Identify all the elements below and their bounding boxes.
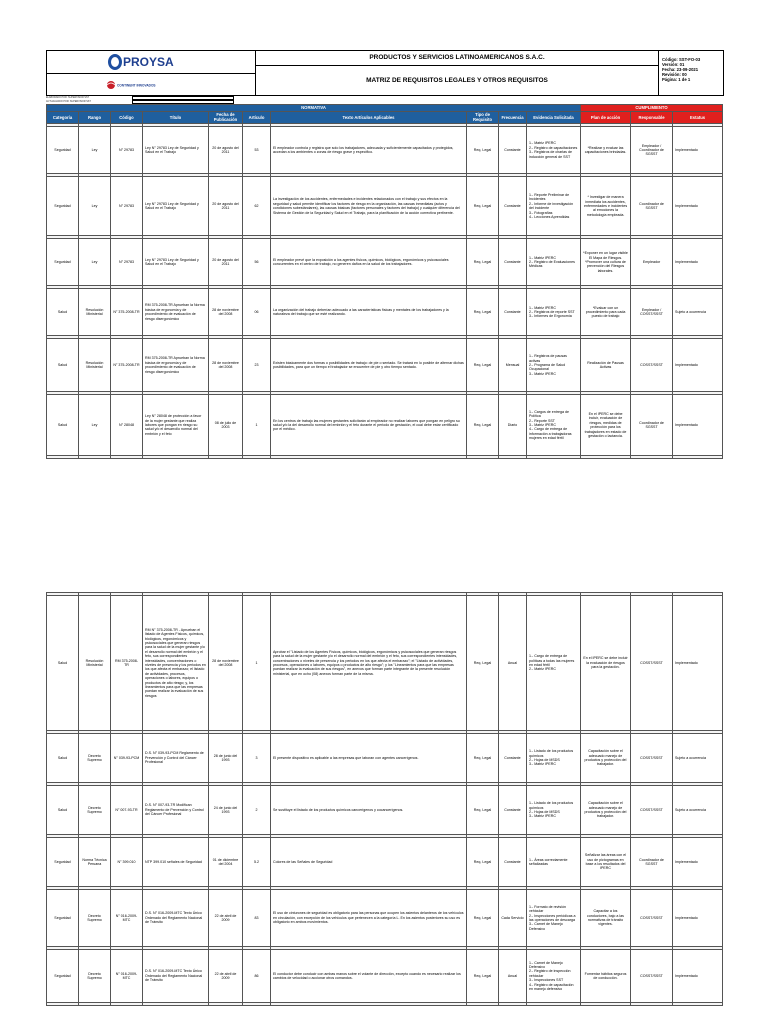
- cell-fecha: 22 de abril de 2009: [209, 950, 243, 1003]
- cell-tipo: Req. Legal: [467, 127, 499, 174]
- cell-resp: Coordinador de SGSST: [631, 395, 673, 456]
- cell-codigo: N° 016-2009-MTC: [111, 890, 143, 947]
- table-row: [47, 395, 723, 456]
- column-header: Código: [111, 112, 143, 124]
- cell-codigo: N° 016-2009-MTC: [111, 950, 143, 1003]
- cell-rango: Norma Técnica Peruana: [79, 838, 111, 887]
- cell-estatus: Sujeto a ocurrencia: [673, 289, 723, 336]
- group-normativa: NORMATIVA: [47, 105, 581, 112]
- cell-texto: El uso de cinturones de seguridad es obligatorio para las personas que ocupen los asientos delanteros de los vehículos en circulación, con excepción de los vehículos que pertenecen a la categoría L. En los asientos posteriores su uso es obligatorio en ambos movimientos.: [271, 890, 467, 947]
- cell-titulo: Ley N° 28048 de protección a favor de la mujer gestante que realiza labores que pongan en riesgo su salud y/o el desarrollo normal del embrión y el feto: [143, 395, 209, 456]
- cell-tipo: Req. Legal: [467, 395, 499, 456]
- cell-resp: COSST/SSST: [631, 734, 673, 783]
- cell-titulo: Ley N° 29783 Ley de Seguridad y Salud en el Trabajo: [143, 127, 209, 174]
- cell-codigo: N° 399.010: [111, 838, 143, 887]
- cell-tipo: Req. Legal: [467, 890, 499, 947]
- cell-art: 2: [243, 786, 271, 835]
- cell-art: 56: [243, 239, 271, 286]
- cell-tipo: Req. Legal: [467, 289, 499, 336]
- cell-cat: Salud: [47, 339, 79, 392]
- cell-frec: Constante: [499, 177, 527, 236]
- cell-estatus: Implementado: [673, 596, 723, 731]
- cell-plan: En el IPERC se debe incluir la evaluación de riesgos para la gestación.: [581, 596, 631, 731]
- cell-frec: Constante: [499, 239, 527, 286]
- table-row: [47, 838, 723, 887]
- cell-rango: Resolución Ministerial: [79, 289, 111, 336]
- cell-rango: Ley: [79, 239, 111, 286]
- cell-evid: 1.- Listado de los productos químicos 2.- Hojas de MSDS 3.- Matriz IPERC: [527, 786, 581, 835]
- doc-code: Código: SST-FO-03: [662, 57, 701, 62]
- cell-frec: Anual: [499, 596, 527, 731]
- cell-texto: Se sustituye el listado de los productos químicos cancerígenos y cocancerígenos.: [271, 786, 467, 835]
- cell-codigo: RM 375-2008-TR: [111, 596, 143, 731]
- cell-plan: Capacitación sobre el adecuado manejo de productos y protección del trabajador.: [581, 734, 631, 783]
- cell-rango: Ley: [79, 127, 111, 174]
- cell-fecha: 22 de abril de 2009: [209, 890, 243, 947]
- table-row: [47, 127, 723, 174]
- cell-texto: Existen básicamente dos formas o posibilidades de trabajo: de pie o sentado. Se tratará en lo posible de alternar dichas posibilidades, para que un tiempo el trabajador se encuentre de pie y otro tiempo sentado.: [271, 339, 467, 392]
- cell-estatus: Implementado: [673, 339, 723, 392]
- cell-resp: COSST/SSST: [631, 596, 673, 731]
- cell-titulo: Ley N° 29783 Ley de Seguridad y Salud en el Trabajo: [143, 239, 209, 286]
- cell-titulo: D.S. N° 016-2009-MTC Texto Único Ordenado del Reglamento Nacional de Tránsito: [143, 890, 209, 947]
- cell-plan: Fomentar hábitos seguros de conducción.: [581, 950, 631, 1003]
- document-header: [46, 50, 724, 96]
- column-header: Rango: [79, 112, 111, 124]
- cell-titulo: D.S. N° 016-2009-MTC Texto Único Ordenado del Reglamento Nacional de Tránsito: [143, 950, 209, 1003]
- cell-art: 3: [243, 734, 271, 783]
- cell-plan: Realización de Pausas Activas: [581, 339, 631, 392]
- cell-art: 5.2: [243, 838, 271, 887]
- cell-frec: Constante: [499, 734, 527, 783]
- cell-titulo: Ley N° 29783 Ley de Seguridad y Salud en el Trabajo: [143, 177, 209, 236]
- table-row: [47, 734, 723, 783]
- cell-fecha: 20 de agosto del 2011: [209, 239, 243, 286]
- cell-resp: COSST/SSST: [631, 890, 673, 947]
- cell-art: 83: [243, 890, 271, 947]
- column-header: Tipo de Requisito: [467, 112, 499, 124]
- cell-codigo: N° 375-2008-TR: [111, 289, 143, 336]
- column-header: Categoría: [47, 112, 79, 124]
- cell-fecha: 08 de julio de 2003: [209, 395, 243, 456]
- cell-texto: Aprobar el "Listado de los Agentes Físicos, químicos, biológicos, ergonómicos y psicosociales que generan riesgos para la salud de la mujer gestante y/o el desarrollo normal del embrión y el feto, sus correspondientes intensidades, concentraciones o niveles de presencia y los periodos en los que afecta el embarazo"; el "Listado de actividades, procesos, operaciones o labores, equipos o productos de alto riesgo"; y los "Lineamientos para que las empresas puedan realizar la evaluación de sus riesgos", en anexos que forman parte integrante de la presente resolución ministerial, que en ocho (08) anexos forman parte de la misma.: [271, 596, 467, 731]
- cell-frec: Diario: [499, 395, 527, 456]
- cell-rango: Decreto Supremo: [79, 950, 111, 1003]
- cell-plan: Capacitación sobre el adecuado manejo de productos y protección del trabajador.: [581, 786, 631, 835]
- cell-cat: Seguridad: [47, 239, 79, 286]
- elaborado-line: ELABORADO POR: SUPERVISOR SST: [46, 96, 89, 99]
- cell-codigo: N° 039-93-PCM: [111, 734, 143, 783]
- document-title: MATRIZ DE REQUISITOS LEGALES Y OTROS REQUISITOS: [366, 77, 548, 84]
- cell-rango: Decreto Supremo: [79, 734, 111, 783]
- cell-plan: *Evaluar con un procedimiento para cada puesto de trabajo: [581, 289, 631, 336]
- cell-frec: Constante: [499, 786, 527, 835]
- cell-fecha: 24 de junio del 1993: [209, 786, 243, 835]
- cell-art: 06: [243, 289, 271, 336]
- cell-art: 86: [243, 950, 271, 1003]
- table-row: [47, 289, 723, 336]
- cell-fecha: 01 de diciembre del 2004: [209, 838, 243, 887]
- cell-resp: Empleador / COSST/SSST: [631, 289, 673, 336]
- cell-plan: En el IPERC se debe incluir, evaluación de riesgos, medidas de protección para los trabajadores en estado de gestación o lactancia.: [581, 395, 631, 456]
- column-header: Título: [143, 112, 209, 124]
- cell-evid: 1.- Matriz IPERC 2.- Registros de reporte SST 3.- Informes de Ergonomía: [527, 289, 581, 336]
- cell-texto: Colores de las Señales de Seguridad: [271, 838, 467, 887]
- cell-cat: Seguridad: [47, 838, 79, 887]
- table-row: [47, 596, 723, 731]
- cell-art: 1: [243, 395, 271, 456]
- cell-plan: *Realizar y evaluar las capacitaciones brindadas.: [581, 127, 631, 174]
- cell-plan: Capacitar a los conductores, bajo a las normativas de tránsito vigentes.: [581, 890, 631, 947]
- cell-titulo: RM 375-2008-TR Aprueban la Norma básica de ergonomía y de procedimiento de evaluación de riesgo disergonómico: [143, 339, 209, 392]
- cell-estatus: Implementado: [673, 177, 723, 236]
- column-header: Estatus: [673, 112, 723, 124]
- table-row: [47, 177, 723, 236]
- cell-estatus: Sujeto a ocurrencia: [673, 734, 723, 783]
- cell-tipo: Req. Legal: [467, 339, 499, 392]
- cell-tipo: Req. Legal: [467, 177, 499, 236]
- cell-texto: La investigación de los accidentes, enfermedades e incidentes relacionados con el trabajo y sus efectos en la seguridad y salud permite identificar los factores de riesgo en la organización, las causas inmediatas (actos y condiciones subestándares), las causas básicas (factores personales y factores del trabajo) y cualquier diferencia del Sistema de Gestión de la Seguridad y Salud en el Trabajo, para la planificación de la acción correctiva pertinente.: [271, 177, 467, 236]
- cell-codigo: N° 28048: [111, 395, 143, 456]
- cell-art: 53: [243, 127, 271, 174]
- cell-fecha: 20 de agosto del 2011: [209, 127, 243, 174]
- doc-page: Página: 1 de 1: [662, 77, 691, 82]
- second-logo: [47, 74, 255, 95]
- cell-frec: Anual: [499, 950, 527, 1003]
- cell-rango: Resolución Ministerial: [79, 596, 111, 731]
- header-title-cell: [256, 51, 659, 95]
- cell-estatus: Implementado: [673, 239, 723, 286]
- cell-tipo: Req. Legal: [467, 734, 499, 783]
- globe-logo-icon: [47, 74, 255, 95]
- cell-texto: La organización del trabajo deberían adecuado a las características físicas y mentales de los trabajadores y la naturaleza del trabajo que se esté realizando.: [271, 289, 467, 336]
- cell-evid: 1.- Áreas correctamente señalizadas: [527, 838, 581, 887]
- cell-resp: Coordinador de SGSST: [631, 838, 673, 887]
- cell-evid: 1.- Matriz IPERC 2.- Registro de capacitaciones 3.- Registros de charlas de inducción general de SST: [527, 127, 581, 174]
- cell-evid: 1.- Reporte Preliminar de Incidentes 2.- Informe de investigación del incidente 3.- Fotografías 4.- Lecciones Aprendidas: [527, 177, 581, 236]
- cell-texto: El presente dispositivo es aplicable a las empresas que laboran con agentes cancerígenos.: [271, 734, 467, 783]
- cell-resp: COSST/SSST: [631, 950, 673, 1003]
- group-cumplimiento: CUMPLIMIENTO: [581, 105, 723, 112]
- cell-codigo: N° 29783: [111, 177, 143, 236]
- cell-estatus: Implementado: [673, 838, 723, 887]
- cell-resp: COSST/SSST: [631, 786, 673, 835]
- cell-evid: 1.- Matriz IPERC 2.- Registro de Evaluaciones Médicas: [527, 239, 581, 286]
- cell-texto: En los centros de trabajo las mujeres gestantes solicitarán al empleador no realizar labores que pongan en peligro su salud y/o la del desarrollo normal del embrión y el feto durante el periodo de gestación, el cual debe estar certificado por el médico.: [271, 395, 467, 456]
- cell-estatus: Implementado: [673, 890, 723, 947]
- column-header: Artículo: [243, 112, 271, 124]
- logo-text: PROYSA: [123, 55, 174, 69]
- cell-frec: Constante: [499, 289, 527, 336]
- cell-cat: Salud: [47, 289, 79, 336]
- cell-frec: Mensual: [499, 339, 527, 392]
- cell-evid: 1.- Listado de los productos químicos 2.- Hojas de MSDS 3.- Matriz IPERC: [527, 734, 581, 783]
- cell-frec: Constante: [499, 127, 527, 174]
- cell-resp: Empleador / Coordinador de SGSST: [631, 127, 673, 174]
- table-row: [47, 890, 723, 947]
- row-separator: [47, 1003, 723, 1006]
- cell-tipo: Req. Legal: [467, 239, 499, 286]
- cell-titulo: RM N° 375-2008-TR - Aprueban el listado de Agentes Físicos, químicos, biológicos, ergonómicos y psicosociales que generan riesgos para la salud de la mujer gestante y/o el desarrollo normal del embrión y el feto, sus correspondientes intensidades, concentraciones o niveles de presencia y los periodos en los que afecta el embarazo; el listado de actividades, procesos, operaciones o labores, equipos o productos de alto riesgo; y, los lineamientos para que las empresas puedan realizar la evaluación de sus riesgos: [143, 596, 209, 731]
- cell-cat: Seguridad: [47, 127, 79, 174]
- cell-tipo: Req. Legal: [467, 950, 499, 1003]
- cell-cat: Seguridad: [47, 890, 79, 947]
- doc-version: Versión: 01: [662, 62, 685, 67]
- cell-titulo: D.S. N° 039-93-PCM Reglamento de Prevención y Control del Cáncer Profesional: [143, 734, 209, 783]
- cell-cat: Salud: [47, 395, 79, 456]
- cell-rango: Resolución Ministerial: [79, 339, 111, 392]
- cell-art: 1: [243, 596, 271, 731]
- requirements-table-2: [46, 592, 723, 1006]
- second-logo-text: CONTINENT INNOVADOS: [117, 83, 156, 88]
- column-header: Frecuencia: [499, 112, 527, 124]
- cell-cat: Salud: [47, 596, 79, 731]
- company-name: PRODUCTOS Y SERVICIOS LATINOAMERICANOS S.A.C.: [256, 51, 658, 66]
- cell-evid: 1.- Carnet de Manejo Defensivo 2.- Registro de inspección vehicular 3.- Inspecciones SST 4.- Registro de capacitación en manejo defensivo: [527, 950, 581, 1003]
- table-row: [47, 786, 723, 835]
- proysa-logo: [47, 51, 255, 74]
- cell-tipo: Req. Legal: [467, 838, 499, 887]
- cell-resp: Empleador: [631, 239, 673, 286]
- cell-titulo: D.S. N° 007-93-TR Modifican Reglamento de Prevención y Control del Cáncer Profesional: [143, 786, 209, 835]
- cell-evid: 1.- Cargos de entrega de Política 2.- Reporte SST 3.- Matriz IPERC 4.- Cargo de entrega de información a trabajadoras mujeres en edad fértil: [527, 395, 581, 456]
- logo-cell: [47, 51, 256, 95]
- cell-rango: Ley: [79, 395, 111, 456]
- cell-fecha: 28 de noviembre del 2008: [209, 596, 243, 731]
- column-header: Texto Artículos Aplicables: [271, 112, 467, 124]
- cell-rango: Decreto Supremo: [79, 786, 111, 835]
- cell-texto: El empleador controla y registra que solo los trabajadores, adecuada y suficientemente capacitados y protegidos, accedan a los ambientes o zonas de riesgo grave y específico.: [271, 127, 467, 174]
- cell-codigo: N° 29783: [111, 239, 143, 286]
- table-row: [47, 339, 723, 392]
- cell-frec: Constante: [499, 838, 527, 887]
- cell-cat: Salud: [47, 786, 79, 835]
- cell-codigo: N° 375-2008-TR: [111, 339, 143, 392]
- column-header: Responsable: [631, 112, 673, 124]
- requirements-table-1: [46, 104, 723, 459]
- cell-fecha: 28 de junio del 1993: [209, 734, 243, 783]
- cell-estatus: Implementado: [673, 950, 723, 1003]
- actualizado-line: ACTUALIZADO POR: SUPERVISOR SST: [46, 100, 91, 103]
- doc-revision: Revisión: 00: [662, 72, 687, 77]
- cell-estatus: Implementado: [673, 127, 723, 174]
- cell-plan: * Investigar de manera inmediata los accidentes, enfermedades e incidentes al emociones la metodología empleada.: [581, 177, 631, 236]
- cell-plan: *Exponer en un lugar visible El Mapa de Riesgos. *Promover una cultura de prevención del Riesgos laborales.: [581, 239, 631, 286]
- cell-frec: Cada Servicio: [499, 890, 527, 947]
- proysa-logo-icon: [47, 51, 255, 73]
- document-codes: [659, 51, 723, 95]
- cell-tipo: Req. Legal: [467, 596, 499, 731]
- cell-titulo: RM 375-2008-TR Aprueban la Norma básica de ergonomía y de procedimiento de evaluación de riesgo disergonómico: [143, 289, 209, 336]
- cell-art: 23: [243, 339, 271, 392]
- column-header: Fecha de Publicación: [209, 112, 243, 124]
- cell-evid: 1.- Registros de pausas activas 2.- Programa de Salud Ocupacional 3.- Matriz IPERC: [527, 339, 581, 392]
- cell-fecha: 28 de noviembre del 2008: [209, 289, 243, 336]
- cell-rango: Decreto Supremo: [79, 890, 111, 947]
- cell-plan: Señalizar las áreas con el uso de pictogramas en base a los resultados del IPERC: [581, 838, 631, 887]
- cell-codigo: N° 007-93-TR: [111, 786, 143, 835]
- cell-cat: Seguridad: [47, 950, 79, 1003]
- cell-estatus: Sujeto a ocurrencia: [673, 786, 723, 835]
- cell-texto: El empleador prevé que la exposición a los agentes físicos, químicos, biológicos, ergonómicos y psicosociales concurrentes en el centro de trabajo, no generen daños en la salud de los trabajadores.: [271, 239, 467, 286]
- column-header: Evidencia Solicitada: [527, 112, 581, 124]
- cell-cat: Seguridad: [47, 177, 79, 236]
- column-headers: [47, 112, 723, 124]
- doc-date: Fecha: 23-09-2021: [662, 67, 699, 72]
- cell-resp: COSST/SSST: [631, 339, 673, 392]
- cell-resp: Coordinador de SGSST: [631, 177, 673, 236]
- cell-fecha: 20 de agosto del 2011: [209, 177, 243, 236]
- cell-evid: 1.- Formato de revisión vehicular 2.- Inspecciones periódicas a las operaciones de descarga 3.- Carnet de Manejo Defensivo: [527, 890, 581, 947]
- row-separator: [47, 456, 723, 459]
- table-row: [47, 239, 723, 286]
- cell-cat: Salud: [47, 734, 79, 783]
- cell-tipo: Req. Legal: [467, 786, 499, 835]
- column-header: Plan de acción: [581, 112, 631, 124]
- table-row: [47, 950, 723, 1003]
- cell-texto: El conductor debe conducir con ambas manos sobre el volante de dirección, excepto cuando es necesario realizar los cambios de velocidad o accionar otros comandos.: [271, 950, 467, 1003]
- cell-evid: 1.- Cargo de entrega de políticas a todas las mujeres en edad fértil 2.- Matriz IPERC: [527, 596, 581, 731]
- cell-titulo: NTP 399.010 señales de Seguridad: [143, 838, 209, 887]
- cell-art: 62: [243, 177, 271, 236]
- cell-fecha: 28 de noviembre del 2008: [209, 339, 243, 392]
- cell-codigo: N° 29783: [111, 127, 143, 174]
- cell-rango: Ley: [79, 177, 111, 236]
- cell-estatus: Implementado: [673, 395, 723, 456]
